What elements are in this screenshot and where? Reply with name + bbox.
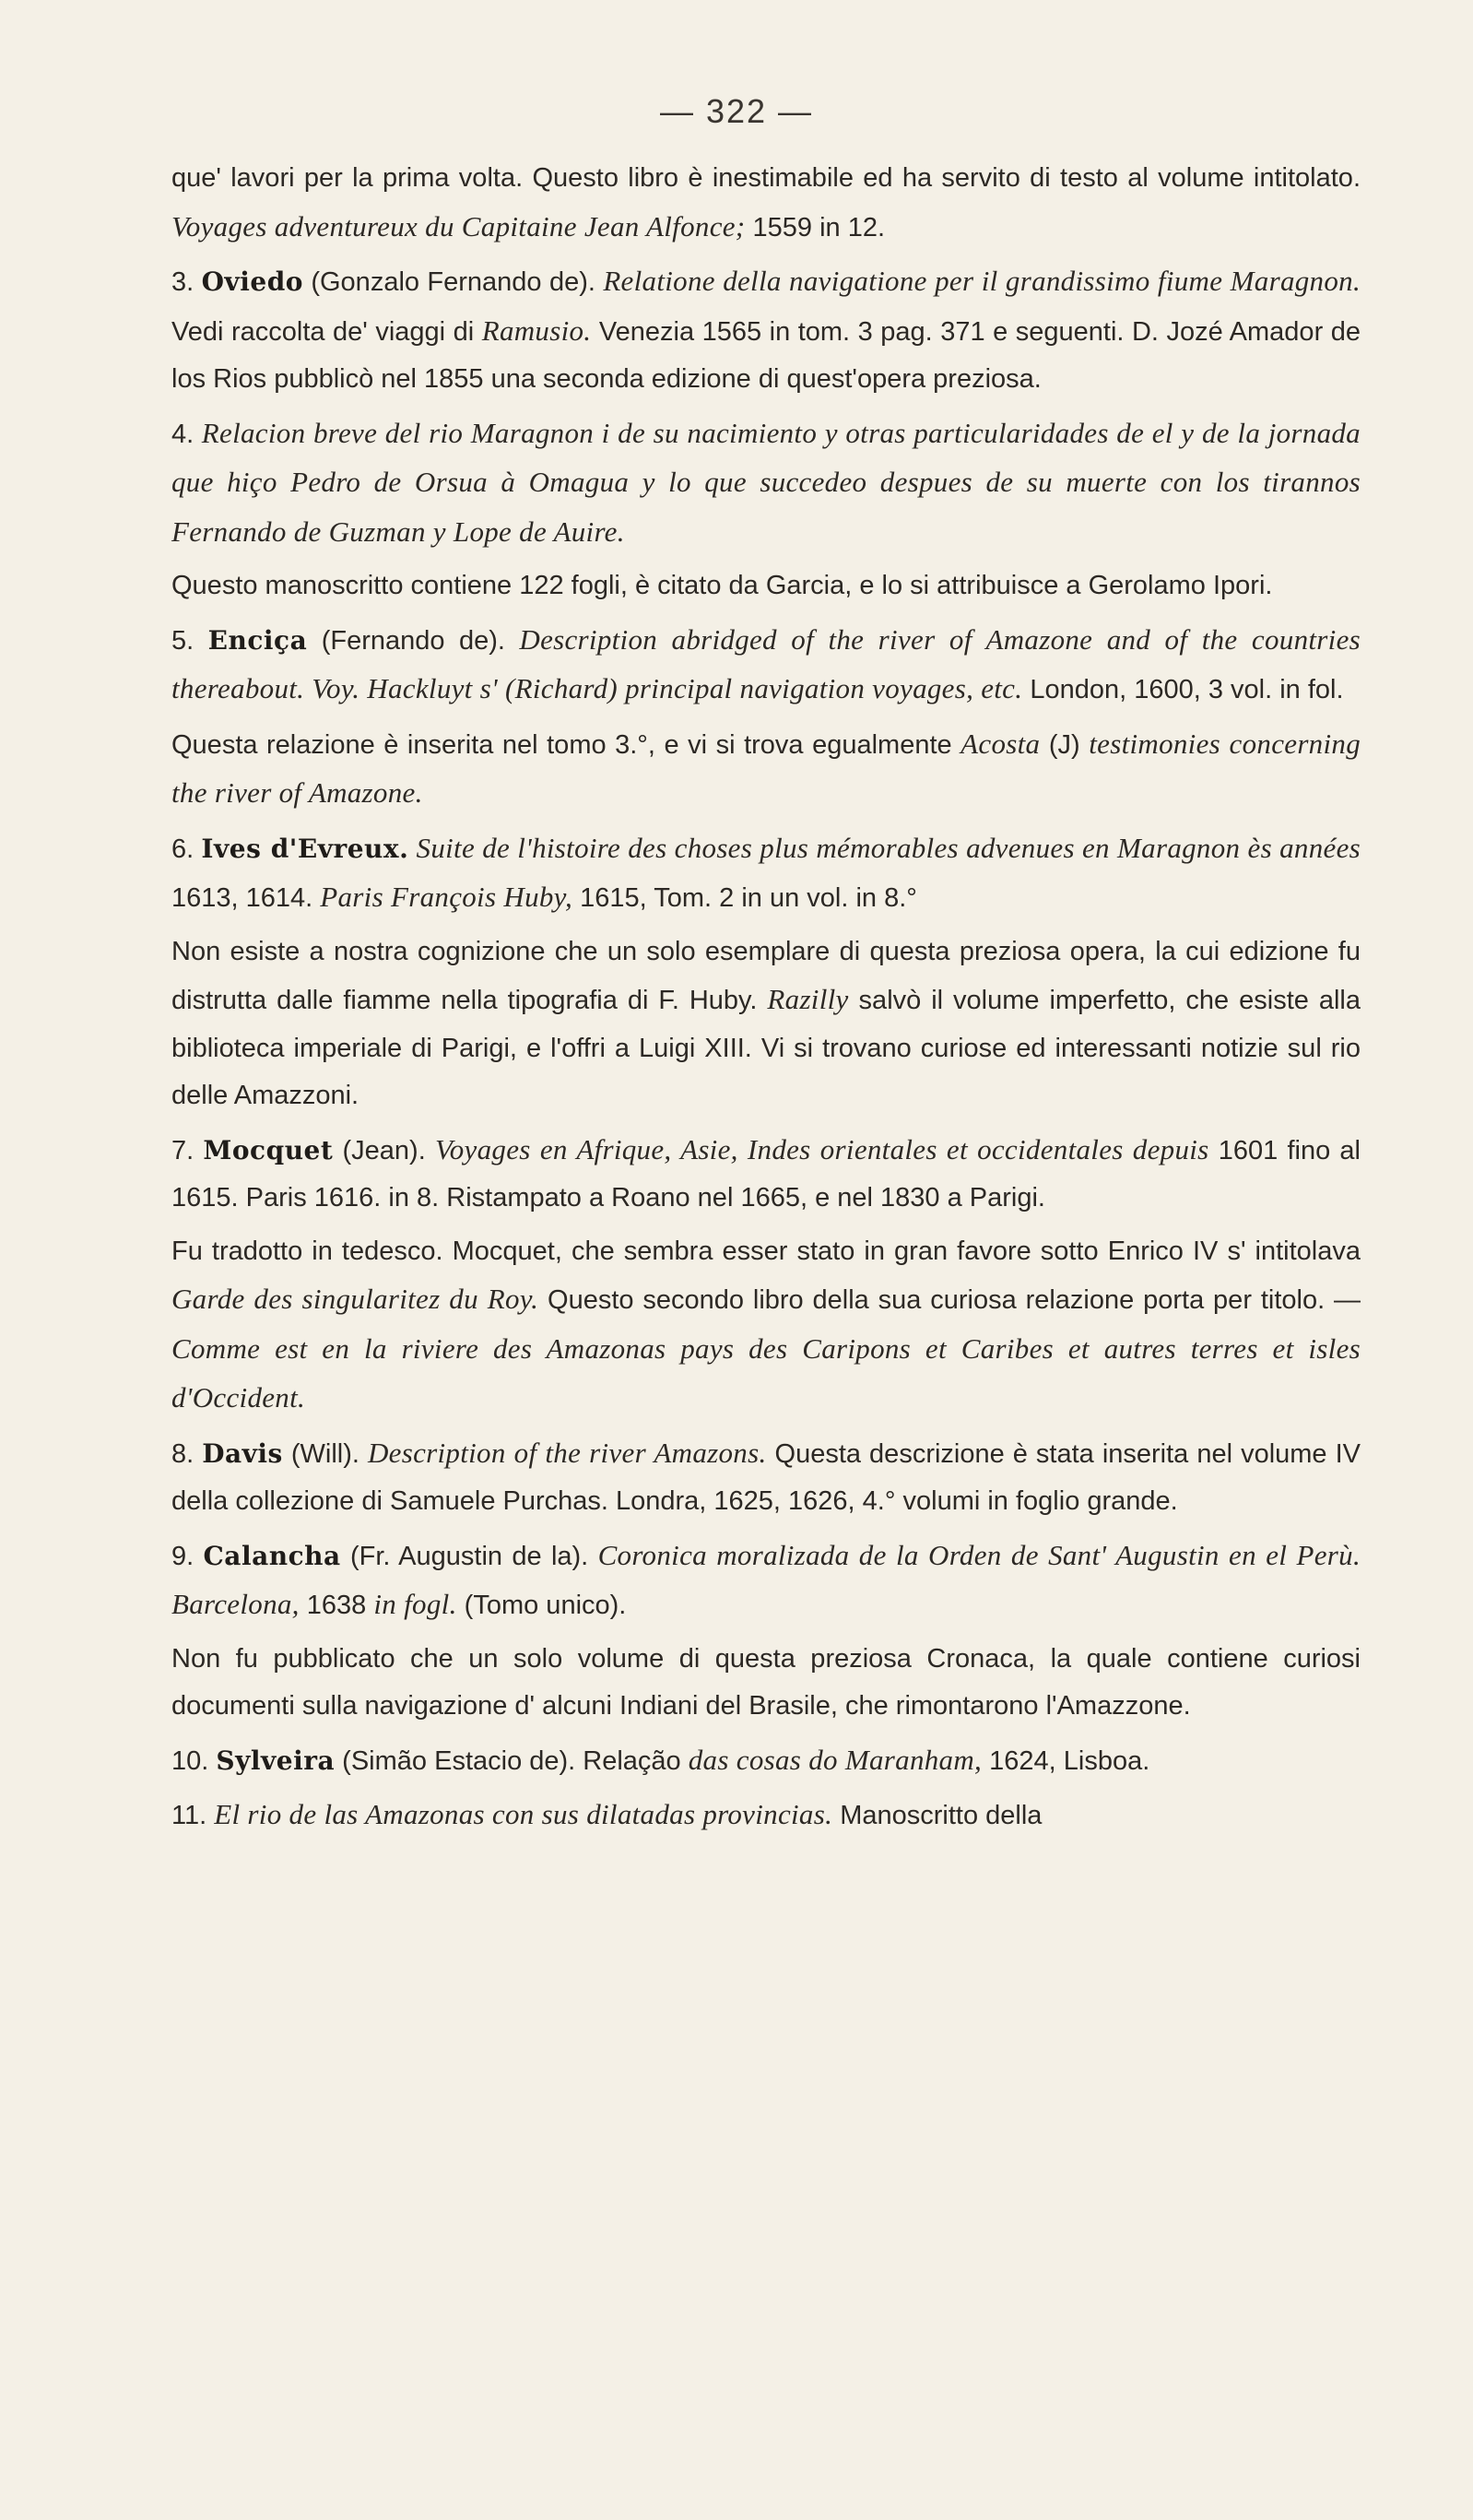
- italic-title: testimonies concerning the river of Amazone.: [171, 727, 1361, 809]
- body-text: Questa relazione è inserita nel tomo 3.°, e vi si trova egualmente: [171, 729, 961, 760]
- author-name: Mocquet: [203, 1134, 334, 1165]
- page-number: — 322 —: [659, 92, 814, 130]
- body-text: (J): [1040, 729, 1090, 760]
- body-text: (Tomo unico).: [456, 1591, 627, 1620]
- paragraph: [171, 155, 1361, 252]
- paragraph: [171, 409, 1361, 558]
- italic-title: El rio de las Amazonas con sus dilatadas provincias.: [214, 1798, 833, 1830]
- italic-title: Razilly: [767, 983, 849, 1015]
- italic-title: Coronica moralizada de la Orden de Sant' Augustin en el Perù. Barcelona,: [171, 1538, 1361, 1620]
- italic-title: Acosta: [960, 727, 1041, 760]
- body-text: London, 1600, 3 vol. in fol.: [1022, 675, 1344, 704]
- body-text: (Gonzalo Fernando de).: [302, 267, 604, 297]
- italic-title: Relatione della navigatione per il grandissimo fiume Maragnon.: [603, 265, 1361, 297]
- italic-title: Description abridged of the river of Amazone and of the countries thereabout. Voy. Hackluyt s' (Richard) principal navigation voyages, etc.: [171, 622, 1361, 704]
- body-text: 1638: [299, 1591, 374, 1620]
- body-text: que' lavori per la prima volta. Questo libro è inestimabile ed ha servito di testo al volume intitolato.: [171, 163, 1361, 193]
- paragraph: [171, 1429, 1361, 1526]
- author-name: Ives d'Evreux.: [201, 833, 409, 864]
- italic-title: Ramusio.: [481, 314, 592, 347]
- body-text: 10.: [171, 1745, 217, 1776]
- body-text: Non esiste a nostra cognizione che un solo esemplare di questa preziosa opera, la cui edizione fu distrutta dalle fiamme nella tipografia di F. Huby.: [171, 936, 1361, 1015]
- body-text: Fu tradotto in tedesco. Mocquet, che sembra esser stato in gran favore sotto Enrico IV s' intitolava: [171, 1236, 1361, 1266]
- body-text: 5.: [171, 625, 208, 656]
- body-text: (Simão Estacio de). Relação: [335, 1745, 689, 1776]
- body-text: 8.: [171, 1438, 203, 1469]
- paragraph: [171, 720, 1361, 819]
- body-text: 1613, 1614.: [171, 883, 321, 913]
- paragraph: [171, 1126, 1361, 1223]
- body-text: Questo manoscritto contiene 122 fogli, è citato da Garcia, e lo si attribuisce a Gerolamo Ipori.: [171, 571, 1273, 600]
- page-body: [171, 155, 1361, 1846]
- body-text: 6.: [171, 834, 202, 864]
- body-text: salvò il volume imperfetto, che esiste alla biblioteca imperiale di Parigi, e l'offri a Luigi XIII. Vi si trovano curiose ed interessanti notizie sul rio delle Amazzoni.: [171, 986, 1361, 1110]
- italic-title: in fogl.: [373, 1588, 457, 1620]
- italic-title: Garde des singularitez du Roy.: [171, 1283, 539, 1315]
- body-text: 7.: [171, 1135, 204, 1165]
- paragraph: [171, 1532, 1361, 1630]
- italic-title: das cosas do Maranham,: [688, 1743, 983, 1776]
- body-text: 9.: [171, 1541, 204, 1571]
- body-text: 4.: [171, 419, 202, 449]
- paragraph: [171, 1636, 1361, 1731]
- italic-title: Description of the river Amazons.: [367, 1436, 767, 1469]
- paragraph: [171, 616, 1361, 715]
- author-name: Enciça: [207, 624, 308, 656]
- body-text: (Fr. Augustin de la).: [340, 1541, 598, 1571]
- paragraph: [171, 1791, 1361, 1840]
- paragraph: [171, 824, 1361, 923]
- body-text: Questa descrizione è stata inserita nel volume IV della collezione di Samuele Purchas. Londra, 1625, 1626, 4.° volumi in foglio grande.: [171, 1438, 1361, 1516]
- paragraph: [171, 1736, 1361, 1786]
- author-name: Oviedo: [201, 266, 303, 297]
- body-text: Non fu pubblicato che un solo volume di questa preziosa Cronaca, la quale contiene curiosi documenti sulla navigazione d' alcuni Indiani del Brasile, che rimontarono l'Amazzone.: [171, 1643, 1361, 1721]
- body-text: [408, 834, 416, 864]
- author-name: Davis: [202, 1437, 283, 1469]
- paragraph: [171, 257, 1361, 404]
- body-text: Manoscritto della: [832, 1801, 1043, 1830]
- paragraph: [171, 1228, 1361, 1424]
- paragraph: [171, 929, 1361, 1120]
- paragraph: [171, 562, 1361, 610]
- italic-title: Paris François Huby,: [320, 881, 573, 913]
- body-text: (Fernando de).: [307, 625, 520, 656]
- body-text: Questo secondo libro della sua curiosa relazione porta per titolo. —: [538, 1285, 1361, 1315]
- author-name: Sylveira: [216, 1745, 336, 1776]
- body-text: (Will).: [282, 1438, 368, 1469]
- italic-title: Comme est en la riviere des Amazonas pays des Caripons et Caribes et autres terres et isles d'Occident.: [171, 1331, 1361, 1414]
- body-text: 1624, Lisboa.: [982, 1745, 1150, 1776]
- body-text: (Jean).: [333, 1135, 435, 1165]
- italic-title: Relacion breve del rio Maragnon i de su nacimiento y otras particularidades de el y de la jornada que hiço Pedro de Orsua à Omagua y lo que succedeo despues de su muerte con los tirannos Fernando de Guzman y Lope de Auire.: [171, 416, 1361, 548]
- body-text: 3.: [171, 267, 202, 297]
- italic-title: Voyages adventureux du Capitaine Jean Alfonce;: [171, 209, 746, 243]
- author-name: Calancha: [203, 1540, 341, 1571]
- body-text: Venezia 1565 in tom. 3 pag. 371 e seguenti. D. Jozé Amador de los Rios pubblicò nel 1855 una seconda edizione di quest'opera preziosa.: [171, 316, 1361, 394]
- body-text: 11.: [171, 1801, 215, 1830]
- italic-title: Suite de l'histoire des choses plus mémorables advenues en Maragnon ès années: [416, 831, 1361, 864]
- body-text: 1559 in 12.: [745, 212, 886, 243]
- body-text: 1601 fino al 1615. Paris 1616. in 8. Ristampato a Roano nel 1665, e nel 1830 a Parigi.: [171, 1135, 1361, 1213]
- italic-title: Voyages en Afrique, Asie, Indes orientales et occidentales depuis: [434, 1132, 1209, 1165]
- body-text: Vedi raccolta de' viaggi di: [171, 316, 482, 347]
- body-text: 1615, Tom. 2 in un vol. in 8.°: [572, 883, 917, 913]
